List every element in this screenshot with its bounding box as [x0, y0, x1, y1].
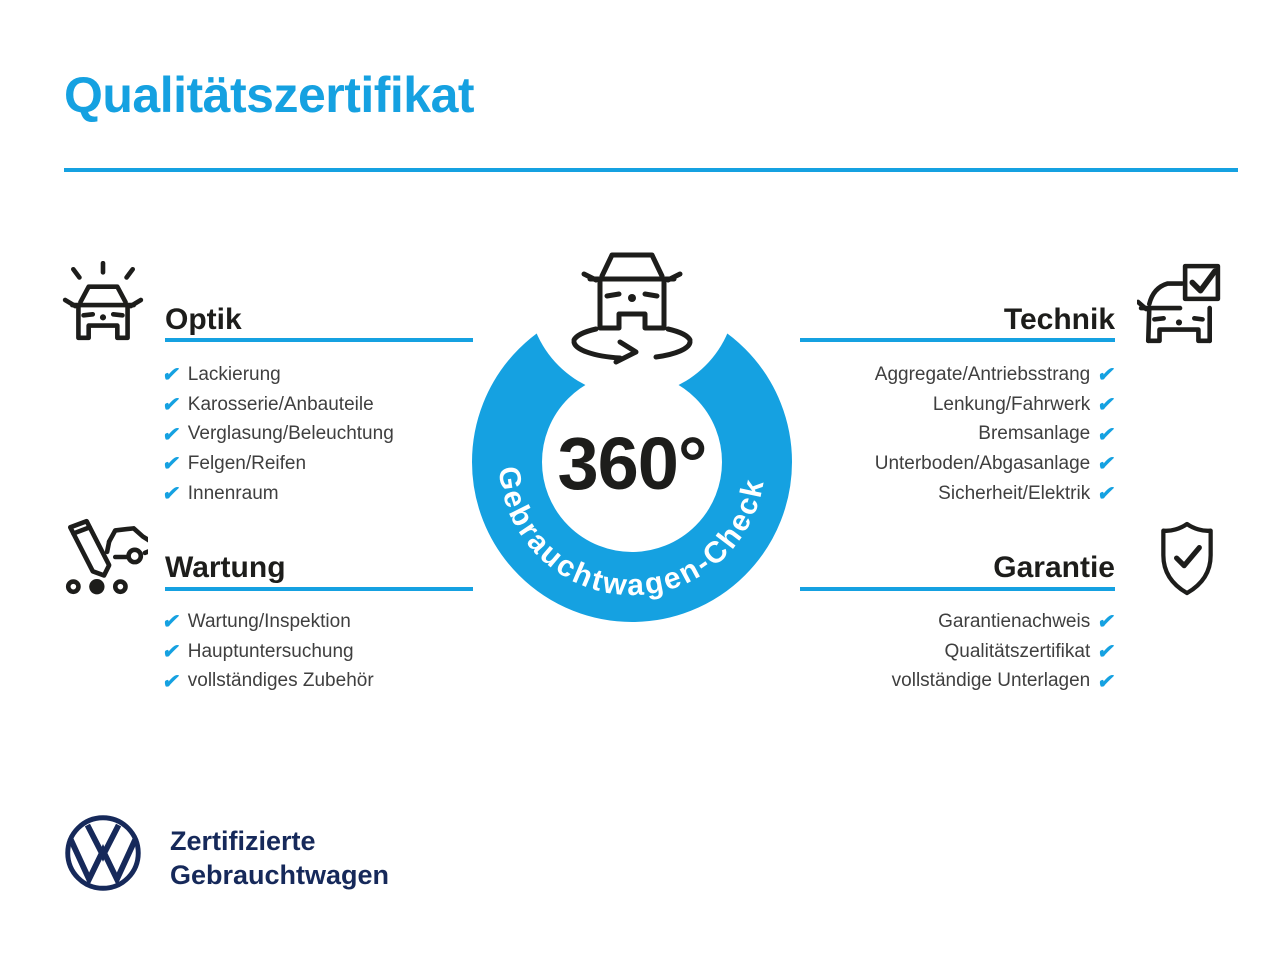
check-icon: ✔ — [160, 394, 182, 417]
wartung-checklist — [160, 607, 374, 696]
check-item-label: Lenkung/Fahrwerk — [932, 393, 1091, 415]
section-rule-technik — [800, 338, 1115, 342]
check-item-label: Wartung/Inspektion — [187, 610, 351, 632]
check-icon: ✔ — [1096, 483, 1117, 506]
check-item-label: Karosserie/Anbauteile — [187, 393, 374, 415]
check-item — [160, 449, 394, 479]
check-item-label: Aggregate/Antriebsstrang — [874, 363, 1091, 385]
check-item-label: Bremsanlage — [978, 423, 1091, 445]
check-item-label: vollständiges Zubehör — [187, 670, 374, 692]
check-icon: ✔ — [1096, 670, 1117, 693]
check-item — [160, 637, 374, 667]
section-title-wartung: Wartung — [165, 551, 286, 584]
check-item-label: Qualitätszertifikat — [944, 640, 1091, 662]
check-item — [160, 360, 394, 390]
check-item-label: vollständige Unterlagen — [891, 670, 1091, 692]
title-underline — [64, 168, 1238, 172]
brand-text — [170, 824, 389, 892]
vw-logo — [62, 812, 144, 894]
check-item — [160, 390, 394, 420]
check-icon: ✔ — [160, 483, 182, 506]
check-item-label: Verglasung/Beleuchtung — [187, 423, 394, 445]
check-item-label: Innenraum — [187, 482, 279, 504]
car-checkbox-icon — [1137, 263, 1223, 345]
check-icon: ✔ — [1096, 453, 1117, 476]
check-icon: ✔ — [160, 364, 182, 387]
shield-check-icon — [1152, 518, 1222, 600]
check-icon: ✔ — [1096, 394, 1117, 417]
check-icon: ✔ — [160, 641, 182, 664]
section-title-garantie: Garantie — [993, 551, 1115, 584]
check-item-label: Garantienachweis — [938, 610, 1091, 632]
optik-checklist — [160, 360, 394, 508]
check-item-label: Sicherheit/Elektrik — [938, 482, 1091, 504]
check-item-label: Unterboden/Abgasanlage — [874, 452, 1091, 474]
check-icon: ✔ — [1096, 641, 1117, 664]
page-title: Qualitätszertifikat — [64, 67, 475, 123]
check-item — [160, 479, 394, 509]
degree-value: 360° — [557, 422, 707, 505]
check-icon: ✔ — [160, 670, 182, 693]
section-title-optik: Optik — [165, 303, 242, 336]
section-rule-garantie — [800, 587, 1115, 591]
check-item-label: Hauptuntersuchung — [187, 640, 354, 662]
check-item — [160, 666, 374, 696]
pencil-service-car-icon — [58, 517, 148, 597]
check-item-label: Lackierung — [187, 363, 281, 385]
brand-line-2: Gebrauchtwagen — [170, 860, 390, 890]
section-rule-wartung — [165, 587, 473, 591]
ring-label: Gebrauchtwagen-Check — [491, 464, 771, 603]
check-item — [700, 666, 1115, 696]
check-icon: ✔ — [1096, 611, 1117, 634]
brand-line-1: Zertifizierte — [170, 826, 316, 856]
section-rule-optik — [165, 338, 473, 342]
check-icon: ✔ — [160, 423, 182, 446]
car-front-shine-icon — [60, 261, 146, 341]
section-title-technik: Technik — [1003, 303, 1115, 336]
check-item — [160, 419, 394, 449]
check-icon: ✔ — [1096, 423, 1117, 446]
check-item — [160, 607, 374, 637]
check-icon: ✔ — [1096, 364, 1117, 387]
360-check-badge — [440, 235, 840, 645]
check-item-label: Felgen/Reifen — [187, 452, 307, 474]
check-icon: ✔ — [160, 611, 182, 634]
check-icon: ✔ — [160, 453, 182, 476]
